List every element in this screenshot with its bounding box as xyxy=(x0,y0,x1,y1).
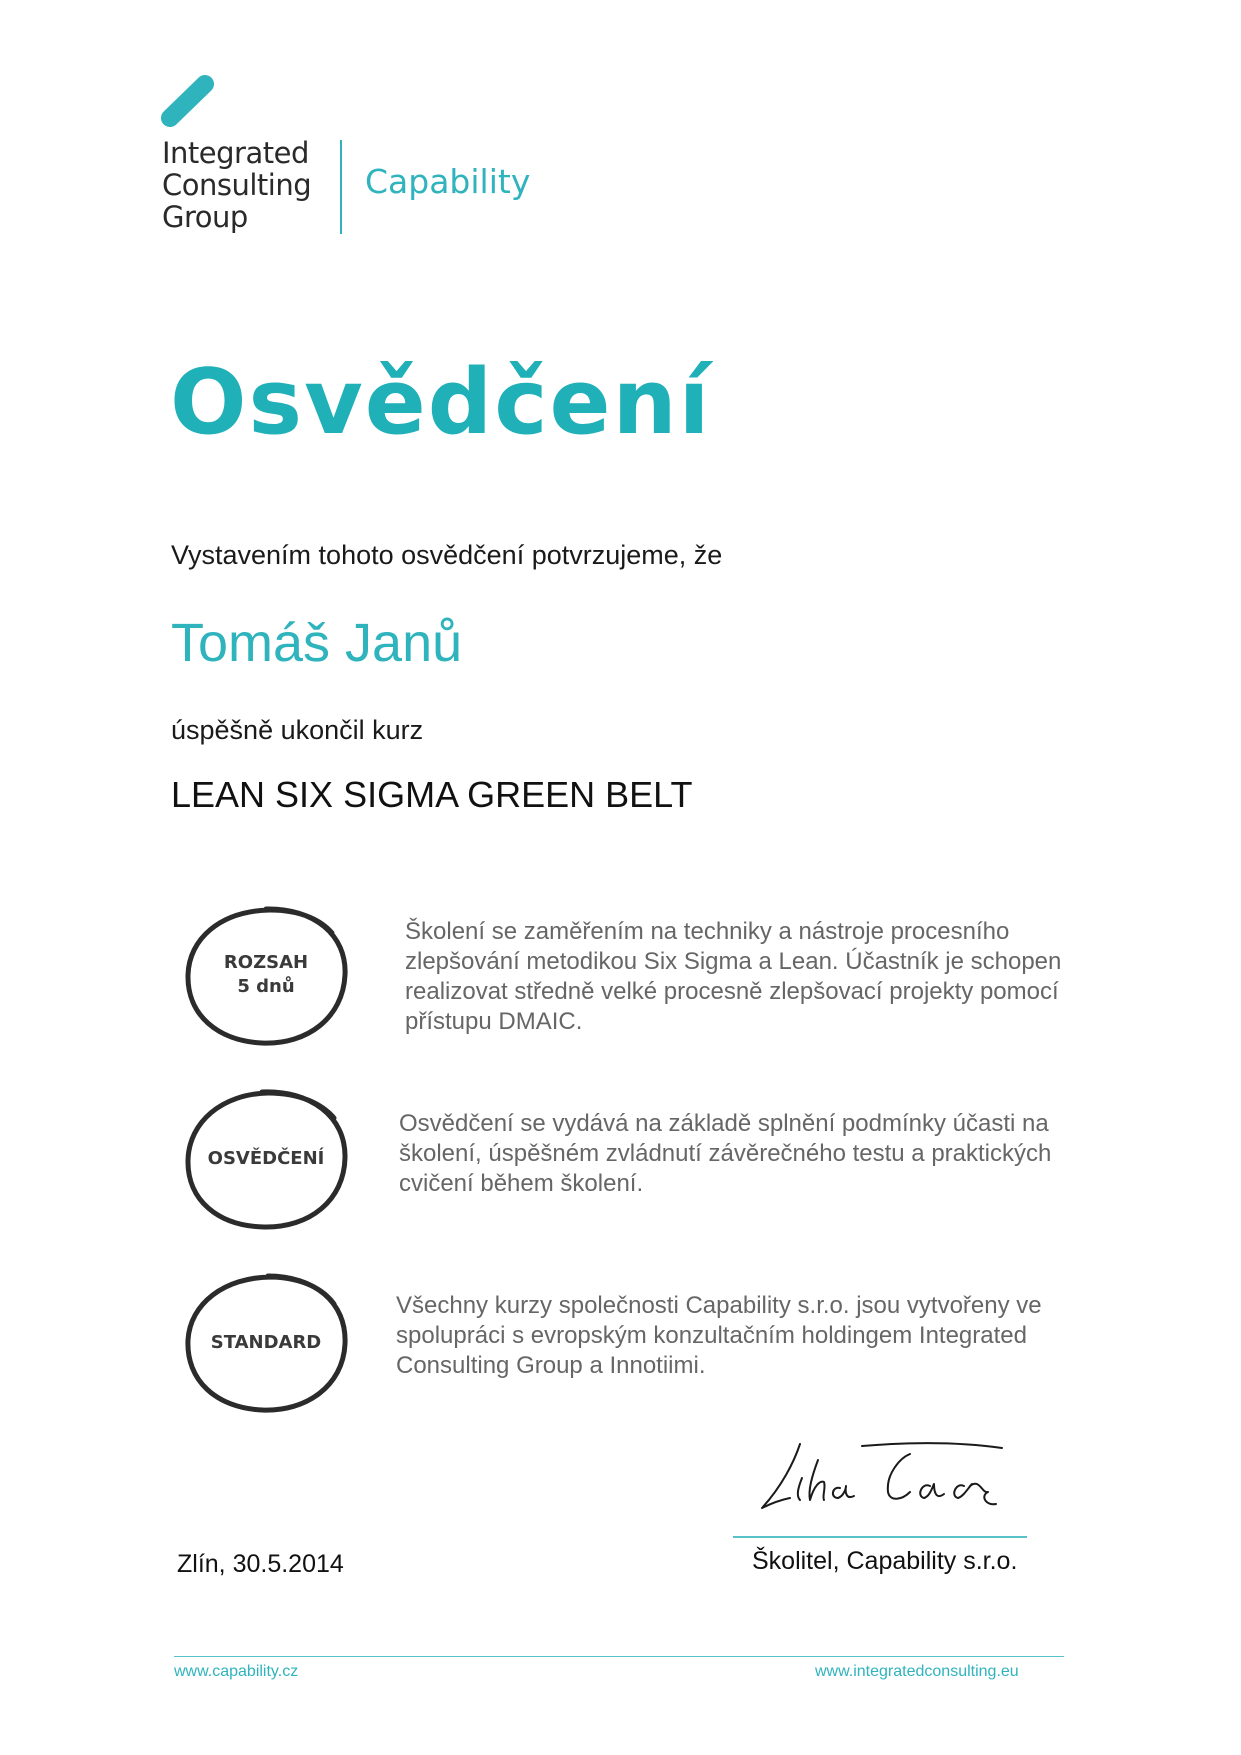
logo-mark-icon xyxy=(158,70,228,130)
certificate-title: Osvědčení xyxy=(170,350,712,455)
badge-certificate xyxy=(182,1088,350,1230)
footer-divider xyxy=(174,1656,1064,1657)
place-and-date: Zlín, 30.5.2014 xyxy=(177,1550,344,1578)
badge-scope-line2: 5 dnů xyxy=(237,976,295,997)
badge-scope-line1: ROZSAH xyxy=(223,952,309,973)
badge-standard xyxy=(182,1272,350,1414)
course-name: LEAN SIX SIGMA GREEN BELT xyxy=(171,774,693,815)
section-standard-text: Všechny kurzy společnosti Capability s.r.o. jsou vytvořeny ve spolupráci s evropským konzultačním holdingem Integrated Consulting Group a Innotiimi. xyxy=(396,1292,1042,1379)
section-certificate-text: Osvědčení se vydává na základě splnění podmínky účasti na školení, úspěšném zvládnutí závěrečného testu a praktických cvičení během školení. xyxy=(399,1110,1052,1197)
logo-company-name xyxy=(162,137,311,233)
logo-line-1: Integrated xyxy=(162,136,309,170)
badge-standard-label: STANDARD xyxy=(210,1332,322,1353)
recipient-name: Tomáš Janů xyxy=(171,613,463,673)
completed-text: úspěšně ukončil kurz xyxy=(171,715,424,745)
logo-brand: Capability xyxy=(365,162,531,201)
footer-link-integrated[interactable]: www.integratedconsulting.eu xyxy=(815,1663,1019,1680)
logo-line-2: Consulting xyxy=(162,168,312,202)
certificate-intro: Vystavením tohoto osvědčení potvrzujeme, že xyxy=(171,540,723,570)
footer-link-capability[interactable]: www.capability.cz xyxy=(174,1663,299,1680)
section-scope-text: Školení se zaměřením na techniky a nástroje procesního zlepšování metodikou Six Sigma a Lean. Účastník je schopen realizovat středně velké procesně zlepšovací projekty pomocí přístupu DMAIC. xyxy=(405,918,1062,1035)
badge-certificate-label: OSVĚDČENÍ xyxy=(207,1148,325,1169)
logo-line-3: Group xyxy=(162,200,248,234)
badge-scope xyxy=(182,905,350,1047)
signature-line xyxy=(733,1536,1027,1538)
logo-divider xyxy=(340,140,342,234)
signature-role: Školitel, Capability s.r.o. xyxy=(752,1547,1018,1575)
handwritten-signature xyxy=(750,1430,1010,1530)
